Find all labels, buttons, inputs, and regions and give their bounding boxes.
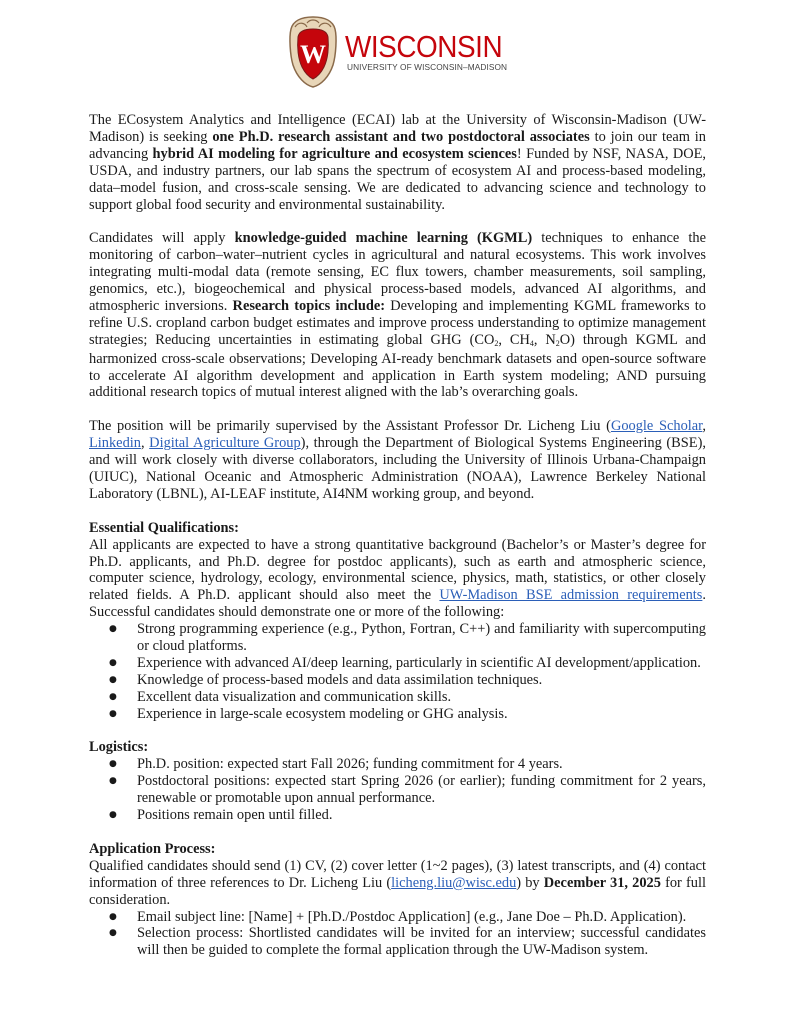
wordmark-subtitle: UNIVERSITY OF WISCONSIN–MADISON <box>347 62 508 72</box>
text: Qualified candidates should send (1) CV, (2) cover letter (1~2 pages), (3) latest transcripts, and (4) contact information of three references to Dr. Licheng Liu ( <box>89 857 706 891</box>
text: ), through the Department of Biological Systems Engineering (BSE), and will work closely with diverse collaborators, including the University of Illinois Urbana-Champaign (UIUC), National Oceanic and Atmospheric Administration (NOAA), Lawrence Berkeley National Laboratory (LBNL), AI-LEAF institute, AI4NM working group, and beyond. <box>89 435 706 502</box>
subscript: 4 <box>529 338 534 348</box>
text: for full consideration. <box>89 874 706 908</box>
text: techniques to enhance the monitoring of carbon–water–nutrient cycles in agricultural and natural ecosystems. This work involves integrating multi-modal data (remote sensing, EC flux towers, chamber measurements, soil sampling, genomics, etc.), biogeochemical and physical process-based models, advanced AI algorithms, and atmospheric inversions. <box>89 230 706 314</box>
text: , N <box>533 331 556 348</box>
list-item: ● Experience with advanced AI/deep learning, particularly in scientific AI development/application. <box>137 655 706 672</box>
google-scholar-link[interactable]: Google Scholar <box>610 418 703 435</box>
list-item: ● Excellent data visualization and communication skills. <box>137 689 706 706</box>
kgml-highlight: knowledge-guided machine learning (KGML) <box>234 230 533 247</box>
bse-admission-link[interactable]: UW-Madison BSE admission requirements <box>439 587 703 604</box>
text: The position will be primarily supervised by the Assistant Professor Dr. Licheng Liu ( <box>89 418 611 435</box>
subscript: 2 <box>494 338 499 348</box>
list-item: ● Positions remain open until filled. <box>137 807 706 824</box>
deadline: December 31, 2025 <box>543 874 661 891</box>
linkedin-link[interactable]: Linkedin <box>89 435 141 452</box>
text: , <box>702 418 706 435</box>
list-item: ● Strong programming experience (e.g., Python, Fortran, C++) and familiarity with supercomputing or cloud platforms. <box>137 621 706 655</box>
crest-icon <box>287 15 339 89</box>
logistics-heading: Logistics: <box>89 739 149 756</box>
qualifications-heading: Essential Qualifications: <box>89 519 239 536</box>
uw-madison-logo <box>287 12 507 92</box>
focus-highlight: hybrid AI modeling for agriculture and ecosystem sciences <box>152 145 517 162</box>
svg-text:W: W <box>300 40 326 69</box>
text: . Successful candidates should demonstrate one or more of the following: <box>89 587 706 621</box>
application-list <box>89 909 706 960</box>
application-paragraph <box>89 858 706 909</box>
intro-paragraph <box>89 112 706 213</box>
text: Candidates will apply <box>89 230 235 247</box>
text: Developing and implementing KGML frameworks to refine U.S. cropland carbon budget estimates and improve process understanding to optimize management strategies; Reducing uncertainties in estimating global GHG (CO <box>89 297 706 348</box>
list-item: ● Postdoctoral positions: expected start Spring 2026 (or earlier); funding commitment for 2 years, renewable or promotable upon annual performance. <box>137 773 706 807</box>
research-topics-label: Research topics include: <box>232 297 386 314</box>
text: , CH <box>498 331 530 348</box>
text: ! Funded by NSF, NASA, DOE, USDA, and industry partners, our lab spans the spectrum of ecosystem AI and process-based modeling, data–model fusion, and cross-scale sensing. We are dedicated to advancing science and technology to support global food security and environmental sustainability. <box>89 145 707 213</box>
email-link[interactable]: licheng.liu@wisc.edu <box>391 874 517 891</box>
text: to join our team in advancing <box>89 128 706 162</box>
supervision-paragraph <box>89 418 706 503</box>
subscript: 2 <box>555 338 560 348</box>
digital-agriculture-group-link[interactable]: Digital Agriculture Group <box>149 435 301 452</box>
text: , <box>140 435 150 452</box>
list-item: ● Experience in large-scale ecosystem modeling or GHG analysis. <box>137 706 706 723</box>
list-item: ● Ph.D. position: expected start Fall 2026; funding commitment for 4 years. <box>137 756 706 773</box>
positions-highlight: one Ph.D. research assistant and two postdoctoral associates <box>212 128 590 145</box>
qualifications-list <box>89 621 706 722</box>
qualifications-paragraph <box>89 537 706 622</box>
text: ) by <box>516 874 544 891</box>
list-item: ● Knowledge of process-based models and data assimilation techniques. <box>137 672 706 689</box>
text: All applicants are expected to have a strong quantitative background (Bachelor’s or Master’s degree for Ph.D. applicants, and Ph.D. degree for postdoc applicants), such as earth and atmospheric science, computer science, hydrology, ecology, environmental science, physics, math, statistics, or other closely related fields. A Ph.D. applicant should also meet the <box>89 536 706 604</box>
application-heading: Application Process: <box>89 840 216 857</box>
text: O) through KGML and harmonized cross-scale observations; Developing AI-ready benchmark datasets and open-source software to accelerate AI algorithm development and application in Earth system modeling; AND pursuing additional research topics of mutual interest aligned with the lab’s overarching goals. <box>89 331 707 401</box>
logistics-list <box>89 756 706 824</box>
research-paragraph <box>89 230 706 401</box>
document-body <box>89 112 706 976</box>
wordmark-title: WISCONSIN <box>345 29 503 64</box>
list-item: ● Selection process: Shortlisted candidates will be invited for an interview; successful candidates will then be guided to complete the formal application through the UW-Madison system. <box>137 925 706 959</box>
text: The ECosystem Analytics and Intelligence (ECAI) lab at the University of Wisconsin-Madison (UW-Madison) is seeking <box>89 112 706 145</box>
list-item: ● Email subject line: [Name] + [Ph.D./Postdoc Application] (e.g., Jane Doe – Ph.D. Application). <box>137 909 706 926</box>
